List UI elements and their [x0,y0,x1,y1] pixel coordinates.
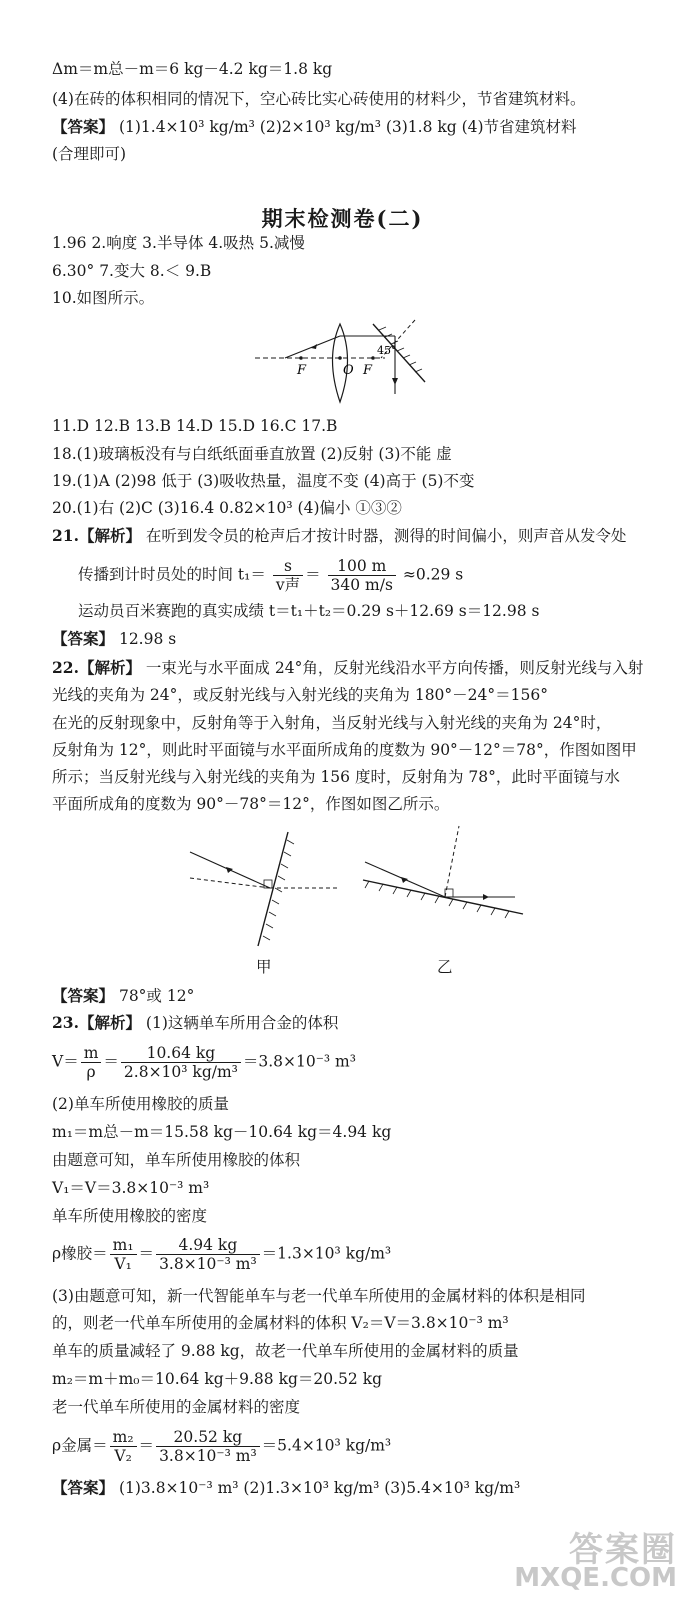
denominator: V₂ [114,1447,132,1465]
denominator: 340 m/s [330,576,393,594]
watermark-url: MXQE.COM [514,1563,677,1593]
text-line: 所示；当反射光线与入射光线的夹角为 156 度时，反射角为 78°，此时平面镜与水 [52,768,620,786]
question-number: 22. [52,658,79,677]
q21-line [52,525,626,547]
section-title: 期末检测卷(二) [261,206,424,231]
numerator: 4.94 kg [156,1236,260,1255]
text-line: m₂＝m＋m₀＝10.64 kg＋9.88 kg＝20.52 kg [52,1370,383,1388]
answer-line: 20.(1)右 (2)C (3)16.4 0.82×10³ (4)偏小 ①③② [52,499,402,517]
text: ＝ [305,565,321,584]
answer-tag: 【答案】 [52,986,115,1005]
fraction [110,1428,137,1465]
fraction [110,1236,137,1273]
text-line: (4)在砖的体积相同的情况下，空心砖比实心砖使用的材料少，节省建筑材料。 [52,90,586,108]
fraction [328,557,396,594]
text-line: (合理即可) [52,145,127,163]
analysis-tag: 【解析】 [78,526,141,545]
fraction [156,1428,260,1465]
formula-metal-density: ρ金属＝ $\frac{\text{m₂}}{\text{V₂}}$ ＝ $\frac{20.52 kg}{\text{3.8×10⁻³ m³}}$ ＝5.4×10³ kg/m³ [52,1428,392,1465]
formula-volume: V＝ $\frac{m}{\rho}$ ＝ $\frac{10.64 kg}{\text{2.8×10³ kg/m³}}$ ＝3.8×10⁻³ m³ [52,1044,356,1081]
text: 一束光与水平面成 24°角，反射光线沿水平方向传播，则反射光线与入射 [145,659,644,677]
figure-caption-jia: 甲 [256,958,272,976]
text-line: 由题意可知，单车所使用橡胶的体积 [52,1151,301,1169]
text: (1)这辆单车所用合金的体积 [145,1014,339,1032]
numerator: m₂ [110,1428,137,1447]
text: ＝3.8×10⁻³ m³ [242,1052,356,1071]
answer-text: 78°或 12° [118,987,195,1005]
numerator: m₁ [110,1236,137,1255]
text: 在听到发令员的枪声后才按计时器，测得的时间偏小，则声音从发令处 [145,527,627,545]
q23-line [52,1012,338,1034]
denominator: 2.8×10³ kg/m³ [123,1063,238,1081]
text-line: 光线的夹角为 24°，或反射光线与入射光线的夹角为 180°－24°＝156° [52,686,548,704]
fraction [273,557,303,594]
answer-line [52,628,176,650]
answer-tag: 【答案】 [52,629,115,648]
answer-text: (1)1.4×10³ kg/m³ (2)2×10³ kg/m³ (3)1.8 kg (4)节省建筑材料 [118,118,577,136]
text-line: m₁＝m总－m＝15.58 kg－10.64 kg＝4.94 kg [52,1123,392,1141]
text-line: 的，则老一代单车所使用的金属材料的体积 V₂＝V＝3.8×10⁻³ m³ [52,1314,509,1332]
lens-diagram [255,318,445,410]
focus-label-left: F [297,363,307,378]
text: ρ橡胶＝ [52,1244,108,1263]
text-line: (3)由题意可知，新一代智能单车与老一代单车所使用的金属材料的体积是相同 [52,1287,586,1305]
text-line: Δm＝m总－m＝6 kg－4.2 kg＝1.8 kg [52,60,333,78]
text-line: V₁＝V＝3.8×10⁻³ m³ [52,1179,210,1197]
text-line: (2)单车所使用橡胶的质量 [52,1095,229,1113]
text: ＝5.4×10³ kg/m³ [261,1436,392,1455]
numerator: 20.52 kg [156,1428,260,1447]
text-line: 运动员百米赛跑的真实成绩 t＝t₁＋t₂＝0.29 s＋12.69 s＝12.98 s [78,602,540,620]
analysis-tag: 【解析】 [78,1013,141,1032]
denominator: v声 [275,576,301,594]
answer-text: (1)3.8×10⁻³ m³ (2)1.3×10³ kg/m³ (3)5.4×10³ kg/m³ [118,1479,521,1497]
text-line: 在光的反射现象中，反射角等于入射角，当反射光线与入射光线的夹角为 24°时， [52,714,612,732]
denominator: 3.8×10⁻³ m³ [159,1255,257,1273]
answer-tag: 【答案】 [52,1478,115,1497]
denominator: ρ [86,1063,96,1081]
text: ＝1.3×10³ kg/m³ [261,1244,392,1263]
text-line: 单车所使用橡胶的密度 [52,1207,208,1225]
answer-text: 12.98 s [118,630,177,648]
fraction [81,1044,102,1081]
answer-line: 19.(1)A (2)98 低于 (3)吸收热量，温度不变 (4)高于 (5)不变 [52,472,475,490]
fraction [156,1236,260,1273]
text: 传播到计时员处的时间 t₁＝ [78,565,266,584]
answer-line: 1.96 2.响度 3.半导体 4.吸热 5.减慢 [52,234,305,252]
answer-line [52,1477,520,1499]
q21-formula [78,557,463,594]
text: V＝ [52,1052,79,1071]
optical-center-label: O [343,363,354,378]
text-line: 反射角为 12°，则此时平面镜与水平面所成角的度数为 90°－12°＝78°，作图如图甲 [52,741,637,759]
fraction [121,1044,241,1081]
watermark-logo: 答案圈 [569,1530,677,1570]
angle-label: 45° [377,344,397,357]
text: ≈0.29 s [402,565,464,584]
analysis-tag: 【解析】 [78,658,141,677]
text-line: 单车的质量减轻了 9.88 kg，故老一代单车所使用的金属材料的质量 [52,1342,519,1360]
answer-line [52,985,194,1007]
numerator: 100 m [328,557,396,576]
watermark [514,1530,677,1593]
denominator: 3.8×10⁻³ m³ [159,1447,257,1465]
answer-line [52,116,577,138]
numerator: s [273,557,303,576]
text: ρ金属＝ [52,1436,108,1455]
q22-line [52,657,643,679]
figure-caption-yi: 乙 [437,958,453,976]
question-number: 23. [52,1013,79,1032]
text-line: 老一代单车所使用的金属材料的密度 [52,1398,301,1416]
answer-line: 10.如图所示。 [52,289,155,307]
answer-line: 11.D 12.B 13.B 14.D 15.D 16.C 17.B [52,417,338,435]
answer-line: 6.30° 7.变大 8.＜ 9.B [52,262,212,280]
numerator: 10.64 kg [121,1044,241,1063]
denominator: V₁ [114,1255,132,1273]
question-number: 21. [52,526,79,545]
numerator: m [81,1044,102,1063]
mirror-diagram-yi [355,822,535,942]
text-line: 平面所成角的度数为 90°－78°＝12°，作图如图乙所示。 [52,795,450,813]
mirror-diagram-jia [180,822,350,952]
focus-label-right: F [363,363,373,378]
formula-rubber-density: ρ橡胶＝ $\frac{\text{m₁}}{\text{V₁}}$ ＝ $\frac{4.94 kg}{\text{3.8×10⁻³ m³}}$ ＝1.3×10³ kg/m³ [52,1236,392,1273]
answer-tag: 【答案】 [52,117,115,136]
answer-line: 18.(1)玻璃板没有与白纸纸面垂直放置 (2)反射 (3)不能 虚 [52,445,452,463]
